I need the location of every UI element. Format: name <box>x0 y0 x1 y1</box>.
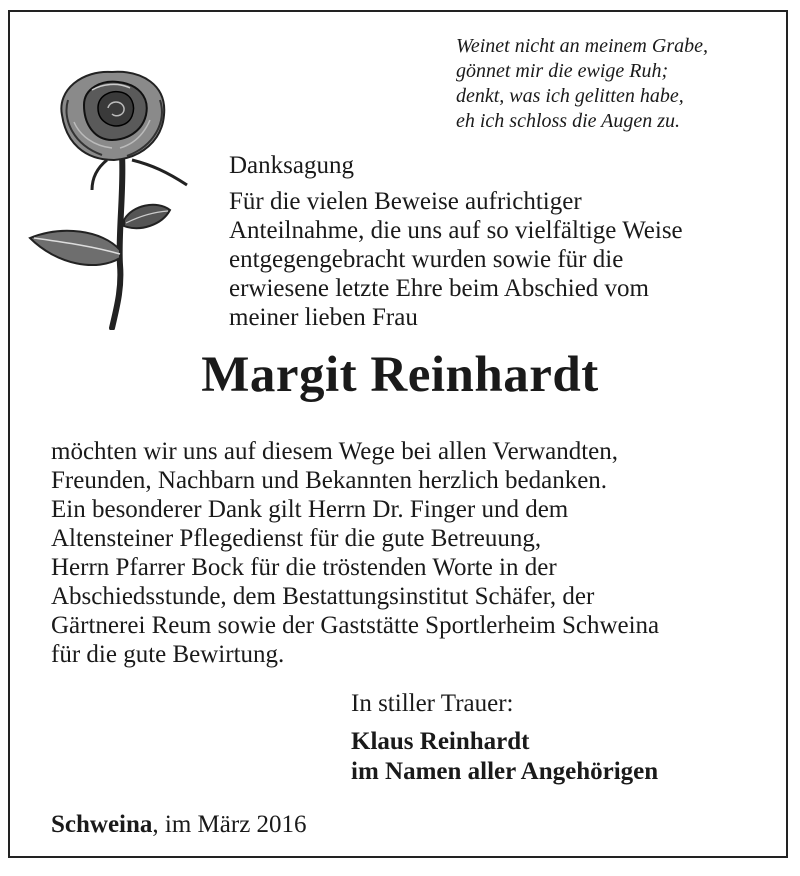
body-line: Gärtnerei Reum sowie der Gaststätte Sportlerheim Schweina <box>51 612 660 639</box>
intro-line: meiner lieben Frau <box>229 304 418 331</box>
signature <box>351 727 658 787</box>
intro-line: Anteilnahme, die uns auf so vielfältige Weise <box>229 217 683 244</box>
body-line: Altensteiner Pflegedienst für die gute Betreuung, <box>51 525 542 552</box>
heading-danksagung: Danksagung <box>229 152 354 179</box>
body-line: möchten wir uns auf diesem Wege bei allen Verwandten, <box>51 438 619 465</box>
body-line: Ein besonderer Dank gilt Herrn Dr. Finger und dem <box>51 496 569 523</box>
body-line: Herrn Pfarrer Bock für die tröstenden Worte in der <box>51 554 557 581</box>
mourning-label: In stiller Trauer: <box>351 690 514 717</box>
poem <box>456 34 786 134</box>
poem-line: Weinet nicht an meinem Grabe, <box>456 35 708 57</box>
poem-line: eh ich schloss die Augen zu. <box>456 110 681 132</box>
intro-line: Für die vielen Beweise aufrichtiger <box>229 188 582 215</box>
rose-icon <box>22 60 202 330</box>
body-text <box>51 437 771 669</box>
place: Schweina <box>51 811 153 838</box>
signature-on-behalf: im Namen aller Angehörigen <box>351 758 659 785</box>
body-line: für die gute Bewirtung. <box>51 641 285 668</box>
body-line: Abschiedsstunde, dem Bestattungsinstitut Schäfer, der <box>51 583 595 610</box>
poem-line: gönnet mir die ewige Ruh; <box>456 60 669 82</box>
signature-name: Klaus Reinhardt <box>351 728 530 755</box>
body-line: Freunden, Nachbarn und Bekannten herzlich bedanken. <box>51 467 608 494</box>
place-date <box>51 810 307 840</box>
intro-line: entgegengebracht wurden sowie für die <box>229 246 624 273</box>
intro-text <box>229 187 749 332</box>
deceased-name: Margit Reinhardt <box>201 347 599 403</box>
intro-line: erwiesene letzte Ehre beim Abschied vom <box>229 275 649 302</box>
poem-line: denkt, was ich gelitten habe, <box>456 85 684 107</box>
date: , im März 2016 <box>152 811 307 838</box>
